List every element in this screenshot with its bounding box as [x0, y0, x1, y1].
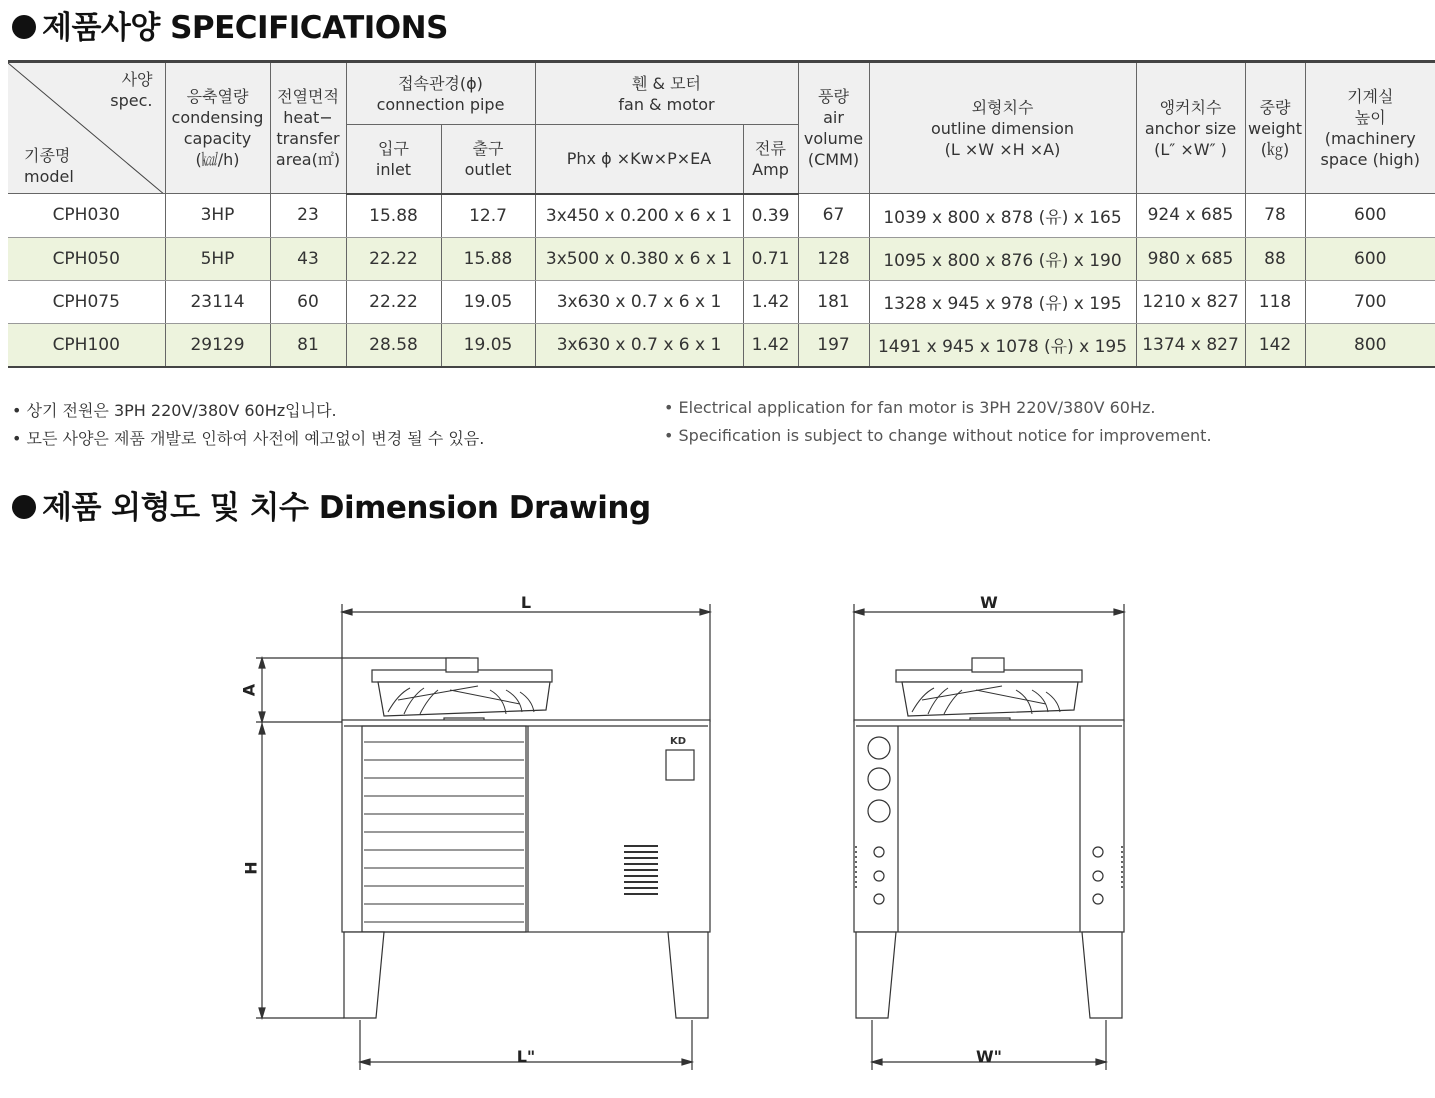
- note-ko-power: • 상기 전원은 3PH 220V/380V 60Hz입니다.: [12, 401, 337, 420]
- cell-air: 197: [798, 323, 869, 367]
- header-connection-pipe: 접속관경(ϕ) connection pipe: [346, 62, 535, 125]
- dim-label-W: W: [980, 593, 998, 612]
- cell-inlet: 22.22: [346, 280, 441, 323]
- cell-fan: 3x630 x 0.7 x 6 x 1: [535, 280, 743, 323]
- cell-outline: 1095 x 800 x 876 (유) x 190: [869, 237, 1136, 280]
- specifications-title: [12, 2, 448, 47]
- bullet-icon: [12, 15, 36, 39]
- header-amp: 전류 Amp: [743, 125, 798, 194]
- dimension-drawing-title: [12, 482, 651, 527]
- dim-label-H: H: [241, 861, 261, 875]
- cell-amp: 0.39: [743, 194, 798, 238]
- cell-outlet: 12.7: [441, 194, 535, 238]
- header-air-volume: 풍량 air volume (CMM): [798, 62, 869, 194]
- cell-capacity: 29129: [165, 323, 270, 367]
- cell-inlet: 15.88: [346, 194, 441, 238]
- cell-area: 81: [270, 323, 346, 367]
- cell-inlet: 22.22: [346, 237, 441, 280]
- cell-outlet: 19.05: [441, 280, 535, 323]
- cell-capacity: 23114: [165, 280, 270, 323]
- header-machinery-space: 기계실 높이 (machinery space (high): [1305, 62, 1435, 194]
- cell-space: 800: [1305, 323, 1435, 367]
- side-view: [854, 593, 1124, 1070]
- cell-inlet: 28.58: [346, 323, 441, 367]
- cell-model: CPH100: [8, 323, 165, 367]
- cell-fan: 3x500 x 0.380 x 6 x 1: [535, 237, 743, 280]
- table-row: [8, 194, 1435, 238]
- cell-outline: 1328 x 945 x 978 (유) x 195: [869, 280, 1136, 323]
- note-en-change: • Specification is subject to change without notice for improvement.: [664, 426, 1212, 445]
- specifications-table: [8, 60, 1435, 368]
- header-capacity: 응축열량 condensing capacity (㎉/h): [165, 62, 270, 194]
- header-model-en: model: [24, 167, 74, 186]
- cell-amp: 1.42: [743, 280, 798, 323]
- header-spec-ko: 사양: [121, 70, 153, 89]
- header-weight: 중량 weight (㎏): [1245, 62, 1305, 194]
- front-view: [240, 593, 711, 1070]
- cell-anchor: 1374 x 827: [1136, 323, 1245, 367]
- dim-label-A: A: [239, 683, 259, 697]
- cell-anchor: 924 x 685: [1136, 194, 1245, 238]
- cell-capacity: 3HP: [165, 194, 270, 238]
- header-inlet: 입구 inlet: [346, 125, 441, 194]
- cell-fan: 3x450 x 0.200 x 6 x 1: [535, 194, 743, 238]
- cell-space: 600: [1305, 237, 1435, 280]
- table-row: [8, 280, 1435, 323]
- cell-space: 600: [1305, 194, 1435, 238]
- cell-air: 181: [798, 280, 869, 323]
- cell-anchor: 1210 x 827: [1136, 280, 1245, 323]
- cell-model: CPH050: [8, 237, 165, 280]
- cell-area: 23: [270, 194, 346, 238]
- logo-text: KD: [669, 736, 687, 747]
- header-heat-area: 전열면적 heat− transfer area(㎡): [270, 62, 346, 194]
- dim-label-L2: L": [516, 1047, 536, 1066]
- header-model-ko: 기종명: [24, 146, 71, 165]
- header-outlet: 출구 outlet: [441, 125, 535, 194]
- cell-outlet: 19.05: [441, 323, 535, 367]
- cell-outline: 1039 x 800 x 878 (유) x 165: [869, 194, 1136, 238]
- dimension-drawing-title-text: 제품 외형도 및 치수 Dimension Drawing: [42, 490, 651, 526]
- table-row: [8, 237, 1435, 280]
- header-fan-motor: 휀 & 모터 fan & motor: [535, 62, 798, 125]
- cell-fan: 3x630 x 0.7 x 6 x 1: [535, 323, 743, 367]
- cell-air: 128: [798, 237, 869, 280]
- cell-area: 60: [270, 280, 346, 323]
- cell-space: 700: [1305, 280, 1435, 323]
- header-fan-spec: Phx ϕ ×Kw×P×EA: [535, 125, 743, 194]
- cell-weight: 142: [1245, 323, 1305, 367]
- cell-area: 43: [270, 237, 346, 280]
- header-outline-dimension: 외형치수 outline dimension (L ×W ×H ×A): [869, 62, 1136, 194]
- note-en-power: • Electrical application for fan motor is 3PH 220V/380V 60Hz.: [664, 398, 1156, 417]
- dim-label-L: L: [520, 593, 532, 612]
- cell-weight: 78: [1245, 194, 1305, 238]
- cell-model: CPH030: [8, 194, 165, 238]
- cell-model: CPH075: [8, 280, 165, 323]
- cell-amp: 1.42: [743, 323, 798, 367]
- cell-capacity: 5HP: [165, 237, 270, 280]
- cell-weight: 118: [1245, 280, 1305, 323]
- cell-outlet: 15.88: [441, 237, 535, 280]
- cell-amp: 0.71: [743, 237, 798, 280]
- cell-weight: 88: [1245, 237, 1305, 280]
- note-ko-change: • 모든 사양은 제품 개발로 인하여 사전에 예고없이 변경 될 수 있음.: [12, 429, 485, 448]
- header-anchor-size: 앵커치수 anchor size (L″ ×W″ ): [1136, 62, 1245, 194]
- specifications-title-text: 제품사양 SPECIFICATIONS: [42, 10, 448, 46]
- cell-air: 67: [798, 194, 869, 238]
- dimension-drawing: [230, 580, 1150, 1080]
- table-row: [8, 323, 1435, 367]
- header-spec-model: [8, 62, 165, 194]
- bullet-icon: [12, 495, 36, 519]
- cell-outline: 1491 x 945 x 1078 (유) x 195: [869, 323, 1136, 367]
- cell-anchor: 980 x 685: [1136, 237, 1245, 280]
- dim-label-W2: W": [976, 1047, 1002, 1066]
- header-spec-en: spec.: [110, 91, 153, 110]
